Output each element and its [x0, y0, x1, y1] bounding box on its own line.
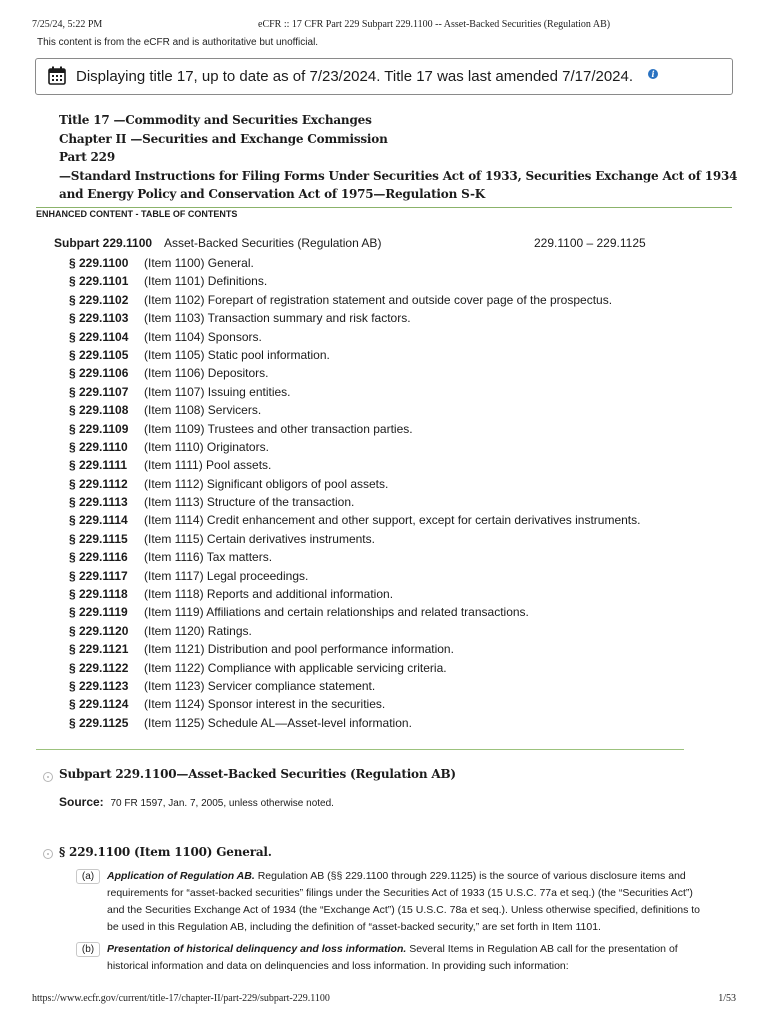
toc-section-number[interactable]: § 229.1118: [69, 587, 128, 602]
footer-url: https://www.ecfr.gov/current/title-17/chapter-II/part-229/subpart-229.1100: [32, 993, 330, 1004]
toc-section-item[interactable]: [69, 364, 729, 382]
toc-section-item[interactable]: [69, 475, 729, 493]
toc-section-item[interactable]: [69, 603, 729, 621]
toc-subpart-row[interactable]: [54, 236, 714, 250]
toc-section-title[interactable]: (Item 1111) Pool assets.: [144, 458, 272, 473]
info-icon[interactable]: i: [648, 69, 658, 79]
toc-section-item[interactable]: [69, 530, 729, 548]
toc-label: ENHANCED CONTENT - TABLE OF CONTENTS: [36, 207, 732, 219]
authority-notice: This content is from the eCFR and is authoritative but unofficial.: [37, 37, 319, 48]
toc-section-item[interactable]: [69, 548, 729, 566]
toc-section-title[interactable]: (Item 1100) General.: [144, 256, 254, 270]
toc-section-item[interactable]: [69, 659, 729, 677]
toc-section-item[interactable]: [69, 567, 729, 585]
toc-section-item[interactable]: [69, 677, 729, 695]
toc-section-title[interactable]: (Item 1113) Structure of the transaction.: [144, 495, 355, 510]
toc-section-title[interactable]: (Item 1105) Static pool information.: [144, 347, 330, 362]
paragraph-lead: Presentation of historical delinquency and loss information.: [107, 943, 407, 955]
toc-section-list: [69, 254, 729, 732]
toc-section-number[interactable]: § 229.1121: [69, 642, 129, 657]
toc-section-item[interactable]: [69, 695, 729, 713]
paragraph-tag[interactable]: (a): [76, 869, 100, 884]
source-text: 70 FR 1597, Jan. 7, 2005, unless otherwise noted.: [110, 798, 334, 809]
toc-section-number[interactable]: § 229.1108: [69, 403, 129, 418]
toc-section-title[interactable]: (Item 1102) Forepart of registration statement and outside cover page of the prospectus.: [144, 292, 613, 307]
toc-section-number[interactable]: § 229.1110: [69, 439, 128, 454]
paragraph-text: Several Items in Regulation AB call for the presentation of historical information and data on delinquencies and loss information. In providing such information:: [107, 943, 678, 972]
toc-section-title[interactable]: (Item 1106) Depositors.: [144, 366, 269, 381]
toc-section-item[interactable]: [69, 401, 729, 419]
toc-section-number[interactable]: § 229.1105: [69, 347, 129, 362]
toc-section-title[interactable]: (Item 1101) Definitions.: [144, 274, 268, 289]
toc-section-title[interactable]: (Item 1109) Trustees and other transaction parties.: [144, 421, 413, 436]
toc-subpart-range: 229.1100 – 229.1125: [534, 236, 646, 250]
toc-section-item[interactable]: [69, 511, 729, 529]
toc-section-number[interactable]: § 229.1100: [69, 256, 129, 270]
toc-section-title[interactable]: (Item 1117) Legal proceedings.: [144, 568, 309, 583]
toc-section-number[interactable]: § 229.1102: [69, 292, 129, 307]
calendar-icon: [48, 66, 66, 85]
toc-section-item[interactable]: [69, 272, 729, 290]
toc-section-item[interactable]: [69, 383, 729, 401]
toc-section-item[interactable]: [69, 291, 729, 309]
toc-section-item[interactable]: [69, 328, 729, 346]
print-title: eCFR :: 17 CFR Part 229 Subpart 229.1100 -- Asset-Backed Securities (Regulation AB): [258, 19, 611, 30]
toc-section-item[interactable]: [69, 456, 729, 474]
paragraph-b: [76, 941, 708, 975]
toc-section-number[interactable]: § 229.1119: [69, 605, 128, 620]
toc-section-title[interactable]: (Item 1123) Servicer compliance statement.: [144, 678, 376, 693]
part-heading[interactable]: Part 229: [59, 150, 115, 164]
toc-section-title[interactable]: (Item 1103) Transaction summary and risk factors.: [144, 311, 411, 326]
toc-section-item[interactable]: [69, 346, 729, 364]
toc-section-item[interactable]: [69, 493, 729, 511]
toc-section-number[interactable]: § 229.1125: [69, 715, 129, 730]
collapse-toggle-icon[interactable]: [43, 772, 53, 782]
toc-section-number[interactable]: § 229.1115: [69, 531, 128, 546]
toc-divider: [36, 749, 684, 750]
toc-section-number[interactable]: § 229.1112: [69, 476, 128, 491]
toc-section-item[interactable]: [69, 309, 729, 327]
toc-section-title[interactable]: (Item 1122) Compliance with applicable servicing criteria.: [144, 660, 447, 675]
toc-section-number[interactable]: § 229.1117: [69, 568, 128, 583]
toc-section-item[interactable]: [69, 438, 729, 456]
paragraph-a: [76, 868, 708, 936]
chapter-heading[interactable]: Chapter II —Securities and Exchange Commission: [59, 131, 388, 146]
toc-section-title[interactable]: (Item 1118) Reports and additional information.: [144, 587, 394, 602]
source-note: [59, 795, 334, 809]
toc-section-item[interactable]: [69, 420, 729, 438]
toc-section-item[interactable]: [69, 254, 729, 272]
paragraph-text: Regulation AB (§§ 229.1100 through 229.1125) is the source of various disclosure items and requirements for “asset-backed securities” filings under the Securities Act of 1933 (15 U.S.C. 77a et seq.) (the “Securities Act”) and the Securities Exchange Act of 1934 (the “Exchange Act”) (15 U.S.C. 78a et seq.). Unless otherwise specified, definitions to be used in this Regulation AB, including the definition of “asset-backed security,” are set forth in Item 1101.: [107, 870, 700, 933]
toc-section-title[interactable]: (Item 1121) Distribution and pool performance information.: [144, 642, 454, 657]
toc-section-number[interactable]: § 229.1107: [69, 384, 129, 399]
toc-section-item[interactable]: [69, 622, 729, 640]
toc-section-number[interactable]: § 229.1104: [69, 329, 129, 344]
print-date: 7/25/24, 5:22 PM: [32, 19, 103, 30]
toc-section-number[interactable]: § 229.1109: [69, 421, 129, 436]
source-label: Source:: [59, 795, 104, 809]
toc-section-title[interactable]: (Item 1119) Affiliations and certain relationships and related transactions.: [144, 605, 529, 620]
collapse-toggle-icon[interactable]: [43, 849, 53, 859]
toc-section-title[interactable]: (Item 1112) Significant obligors of pool assets.: [144, 476, 389, 491]
title-heading[interactable]: Title 17 —Commodity and Securities Exchanges: [59, 113, 372, 127]
toc-section-number[interactable]: § 229.1123: [69, 678, 129, 693]
toc-section-title[interactable]: (Item 1108) Servicers.: [144, 403, 262, 418]
toc-section-number[interactable]: § 229.1103: [69, 311, 129, 326]
subpart-heading: Subpart 229.1100—Asset-Backed Securities (Regulation AB): [59, 767, 456, 781]
section-heading: § 229.1100 (Item 1100) General.: [59, 845, 272, 859]
toc-section-title[interactable]: (Item 1114) Credit enhancement and other support, except for certain derivatives instruments.: [144, 513, 641, 528]
toc-subpart-number[interactable]: Subpart 229.1100: [54, 236, 153, 250]
currency-banner: [35, 58, 733, 95]
banner-message: Displaying title 17, up to date as of 7/23/2024. Title 17 was last amended 7/17/2024.: [76, 68, 634, 85]
toc-section-item[interactable]: [69, 585, 729, 603]
toc-section-title[interactable]: (Item 1107) Issuing entities.: [144, 384, 291, 399]
toc-section-title[interactable]: (Item 1124) Sponsor interest in the securities.: [144, 697, 386, 712]
footer-page-number: 1/53: [718, 993, 736, 1004]
toc-section-number[interactable]: § 229.1106: [69, 366, 129, 381]
toc-subpart-name[interactable]: Asset-Backed Securities (Regulation AB): [164, 236, 382, 250]
toc-section-title[interactable]: (Item 1125) Schedule AL—Asset-level information.: [144, 715, 412, 730]
toc-section-number[interactable]: § 229.1116: [69, 550, 128, 565]
toc-section-item[interactable]: [69, 640, 729, 658]
toc-section-number[interactable]: § 229.1113: [69, 495, 128, 510]
part-name-heading[interactable]: —Standard Instructions for Filing Forms Under Securities Act of 1933, Securities Exchange Act of 1934 and Energy Policy and Conservation Act of 1975—Regulation S-K: [59, 168, 738, 201]
toc-section-title[interactable]: (Item 1116) Tax matters.: [144, 550, 273, 565]
toc-section-number[interactable]: § 229.1122: [69, 660, 129, 675]
toc-section-number[interactable]: § 229.1114: [69, 513, 128, 528]
paragraph-lead: Application of Regulation AB.: [107, 870, 255, 882]
toc-section-number[interactable]: § 229.1124: [69, 697, 129, 712]
toc-section-title[interactable]: (Item 1120) Ratings.: [144, 623, 252, 638]
toc-section-number[interactable]: § 229.1101: [69, 274, 129, 289]
toc-section-number[interactable]: § 229.1120: [69, 623, 129, 638]
toc-section-item[interactable]: [69, 714, 729, 732]
toc-section-title[interactable]: (Item 1104) Sponsors.: [144, 329, 262, 344]
hierarchy-headings: [59, 111, 739, 204]
paragraph-tag[interactable]: (b): [76, 942, 100, 957]
toc-section-title[interactable]: (Item 1115) Certain derivatives instruments.: [144, 531, 375, 546]
toc-section-title[interactable]: (Item 1110) Originators.: [144, 439, 269, 454]
toc-section-number[interactable]: § 229.1111: [69, 458, 128, 473]
